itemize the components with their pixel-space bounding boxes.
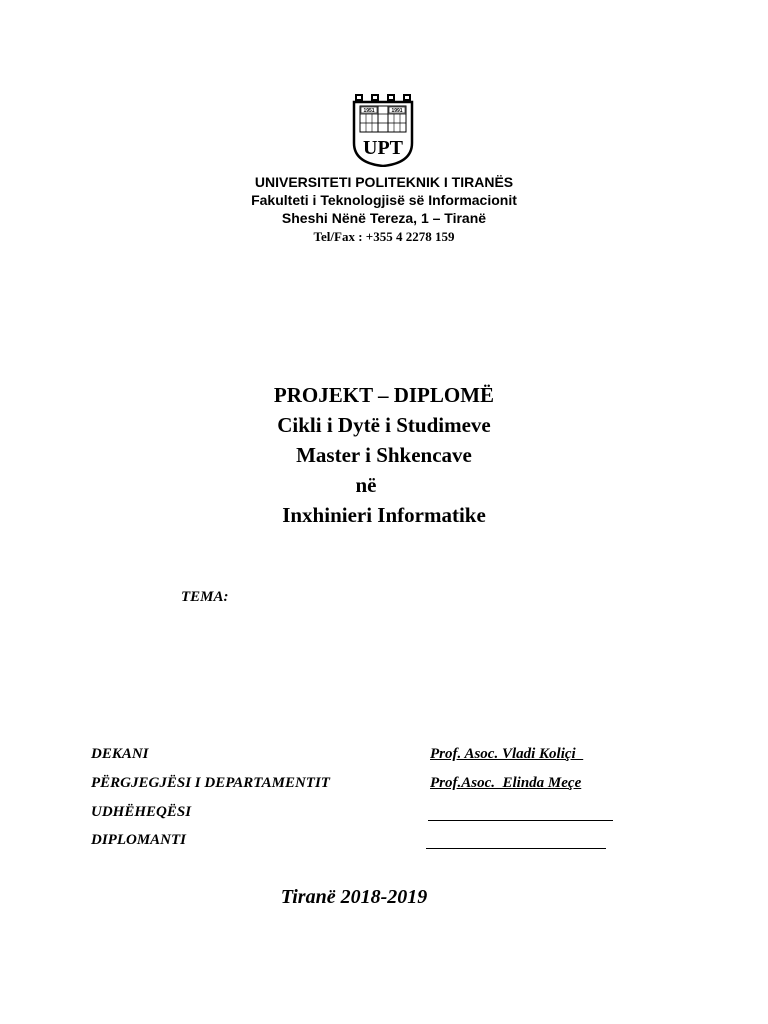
supervisor-role: UDHËHEQËSI xyxy=(91,804,192,820)
logo-year-right: 1991 xyxy=(391,108,403,115)
university-name: UNIVERSITETI POLITEKNIK I TIRANËS xyxy=(254,174,514,190)
title-line-3: Master i Shkencave xyxy=(296,443,472,467)
dean-role: DEKANI xyxy=(91,746,149,762)
supervisor-signature-line xyxy=(428,820,613,821)
place-and-year: Tiranë 2018-2019 xyxy=(280,886,428,908)
address: Sheshi Nënë Tereza, 1 – Tiranë xyxy=(281,210,487,226)
upt-logo-icon xyxy=(352,93,414,167)
tel-fax: Tel/Fax : +355 4 2278 159 xyxy=(313,229,455,244)
dean-name: Prof. Asoc. Vladi Koliçi xyxy=(430,746,584,762)
title-line-4: në xyxy=(355,473,377,497)
department-head-name: Prof.Asoc. Elinda Meçe xyxy=(430,775,582,791)
title-line-1: PROJEKT – DIPLOMË xyxy=(273,383,495,407)
title-line-5: Inxhinieri Informatike xyxy=(282,503,486,527)
title-line-2: Cikli i Dytë i Studimeve xyxy=(277,413,491,437)
graduate-signature-line xyxy=(426,848,606,849)
department-head-role: PËRGJEGJËSI I DEPARTAMENTIT xyxy=(91,775,330,791)
graduate-role: DIPLOMANTI xyxy=(91,832,187,848)
tema-label: TEMA: xyxy=(181,589,229,605)
logo-label: UPT xyxy=(363,137,403,159)
faculty-name: Fakulteti i Teknologjisë së Informacionit xyxy=(251,192,517,208)
logo-year-left: 1951 xyxy=(363,108,375,115)
